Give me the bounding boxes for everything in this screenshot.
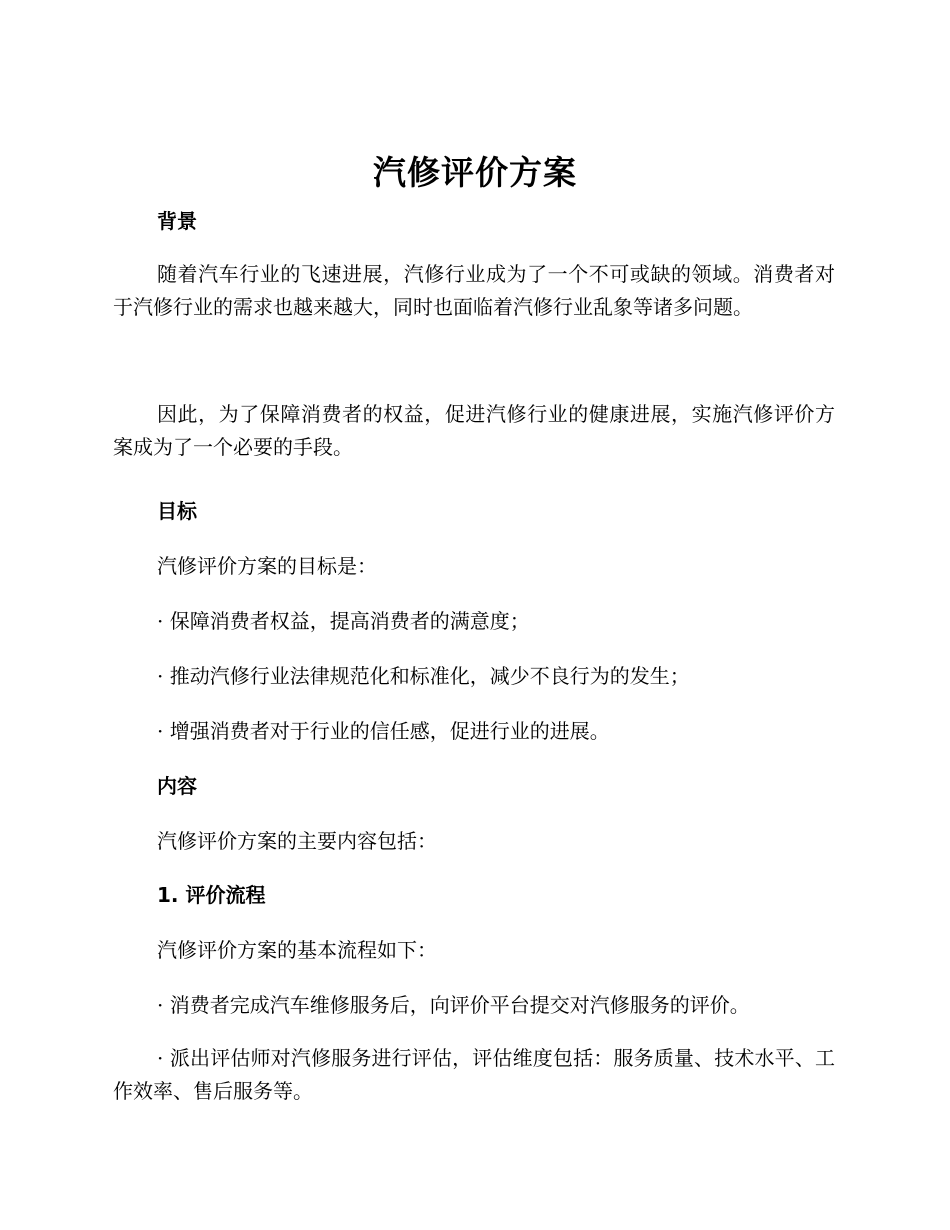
- section-heading-background: 背景: [157, 209, 197, 233]
- goals-list-item: · 推动汽修行业法律规范化和标准化，减少不良行为的发生；: [157, 664, 690, 688]
- goals-list-item: · 增强消费者对于行业的信任感，促进行业的进展。: [157, 719, 610, 743]
- section-heading-goals: 目标: [157, 499, 197, 523]
- section-heading-content: 内容: [157, 774, 197, 798]
- process-list-item: · 消费者完成汽车维修服务后，向评价平台提交对汽修服务的评价。: [157, 993, 750, 1017]
- subheading-evaluation-process: 1. 评价流程: [157, 883, 266, 907]
- document-title: 汽修评价方案: [373, 153, 577, 192]
- background-paragraph-2: 因此，为了保障消费者的权益，促进汽修行业的健康进展，实施汽修评价方案成为了一个必要的手段。: [113, 402, 835, 459]
- process-intro: 汽修评价方案的基本流程如下：: [157, 938, 437, 962]
- content-intro: 汽修评价方案的主要内容包括：: [157, 829, 437, 853]
- background-paragraph-1: 随着汽车行业的飞速进展，汽修行业成为了一个不可或缺的领域。消费者对于汽修行业的需求也越来越大，同时也面临着汽修行业乱象等诸多问题。: [113, 262, 835, 319]
- goals-list-item: · 保障消费者权益，提高消费者的满意度；: [157, 609, 530, 633]
- process-list-item: · 派出评估师对汽修服务进行评估，评估维度包括：服务质量、技术水平、工作效率、售后服务等。: [113, 1046, 835, 1103]
- goals-intro: 汽修评价方案的目标是：: [157, 554, 377, 578]
